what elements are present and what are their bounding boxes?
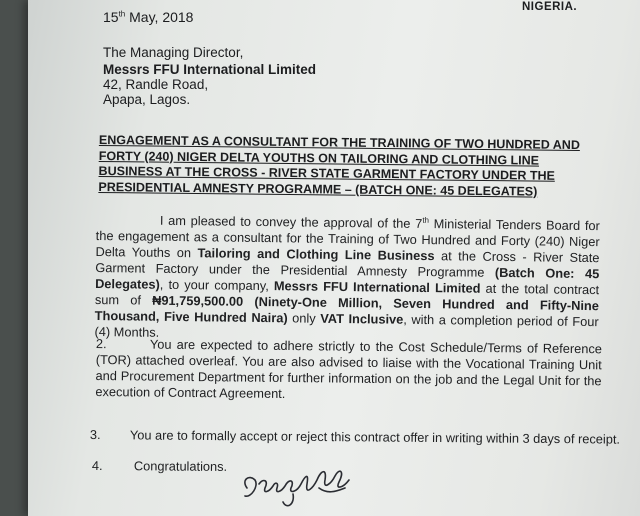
recipient-company: Messrs FFU International Limited (103, 62, 317, 77)
letter-subject: ENGAGEMENT AS A CONSULTANT FOR THE TRAINING OF TWO HUNDRED AND FORTY (240) NIGER DELTA YOUTHS ON TAILORING AND CLOTHING LINE BUSINESS AT THE CROSS - RIVER STATE GARMENT FACTORY UNDER THE PRESIDENTIAL AMNESTY PROGRAMME – (BATCH ONE: 45 DELEGATES) (98, 133, 580, 199)
paragraph-number: 2. (95, 336, 107, 352)
letter-date: 15th May, 2018 (103, 9, 194, 25)
paragraph-number: 4. (91, 458, 103, 474)
paragraph-terms: 2. You are expected to adhere strictly to the Cost Schedule/Terms of Reference (TOR) attached overleaf. You are also advised to liaise with the Vocational Training Unit and Procurement Department for further information on the job and the Legal Unit for the execution of Contract Agreement. (95, 336, 602, 401)
recipient-city: Apapa, Lagos. (103, 92, 191, 107)
paragraph-number: 3. (89, 427, 101, 443)
paragraph-congratulations: 4. Congratulations. (91, 458, 228, 474)
letterhead-country: NIGERIA. (522, 1, 578, 13)
recipient-street: 42, Randle Road, (103, 77, 209, 92)
letter-page (28, 0, 640, 516)
signature-image (235, 458, 365, 514)
paragraph-approval: I am pleased to convey the approval of the 7th Ministerial Tenders Board for the engagement as a consultant for the Training of Two Hundred and Forty (240) Niger Delta Youths on Tailoring and Clothing Line Business at the Cross - River State Garment Factory under the Presidential Amnesty Programme (Batch One: 45 Delegates), to your company, Messrs FFU International Limited at the total contract sum of ₦91,759,500.00 (Ninety-One Million, Seven Hundred and Fifty-Nine Thousand, Five Hundred Naira) only VAT Inclusive, with a completion period of Four (4) Months. (94, 212, 600, 340)
paragraph-acceptance: 3. You are to formally accept or reject this contract offer in writing within 3 days of receipt. (89, 427, 621, 447)
recipient-title: The Managing Director, (103, 45, 244, 60)
